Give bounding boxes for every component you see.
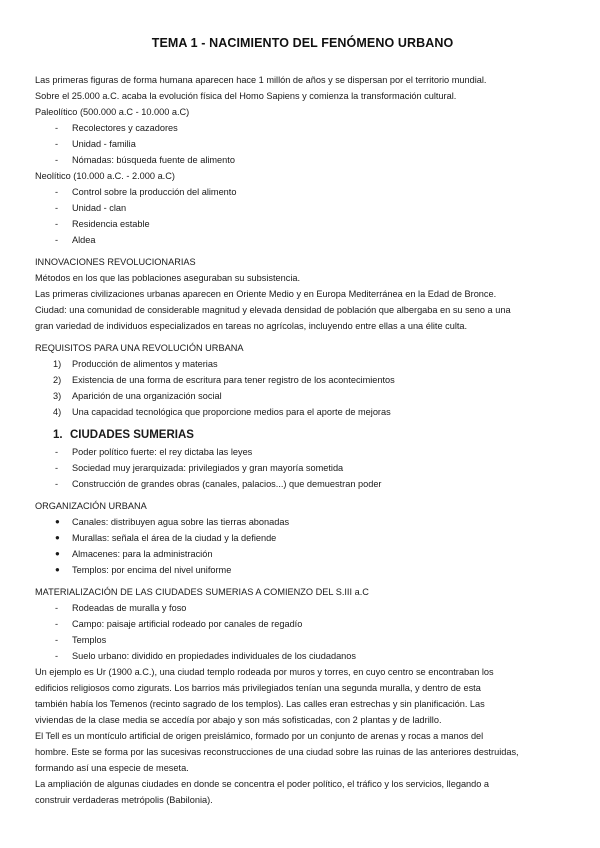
list-item: - Recolectores y cazadores bbox=[55, 123, 178, 133]
list-item: 4) Una capacidad tecnológica que proporcione medios para el aporte de mejoras bbox=[53, 407, 391, 417]
paragraph-line: Las primeras civilizaciones urbanas aparecen en Oriente Medio y en Europa Mediterránea en la Edad de Bronce. bbox=[35, 289, 497, 299]
list-item: ● Canales: distribuyen agua sobre las tierras abonadas bbox=[55, 517, 290, 527]
paleolitico-heading: Paleolítico (500.000 a.C - 10.000 a.C) bbox=[35, 107, 190, 117]
paragraph-line: La ampliación de algunas ciudades en donde se concentra el poder político, el tráfico y los servicios, llegando a bbox=[35, 779, 490, 789]
paragraph-line: Métodos en los que las poblaciones aseguraban su subsistencia. bbox=[35, 273, 301, 283]
list-item: - Campo: paisaje artificial rodeado por canales de regadío bbox=[55, 619, 303, 629]
list-item: - Sociedad muy jerarquizada: privilegiados y gran mayoría sometida bbox=[55, 463, 344, 473]
list-item: 3) Aparición de una organización social bbox=[53, 391, 222, 401]
paragraph-line: edificios religiosos como zigurats. Los barrios más privilegiados tenían una segunda muralla, y dentro de esta bbox=[35, 683, 481, 693]
sumerias-heading: 1. CIUDADES SUMERIAS bbox=[53, 429, 194, 441]
list-item: ● Templos: por encima del nivel uniforme bbox=[55, 565, 232, 575]
neolitico-list bbox=[35, 184, 570, 248]
list-item: - Control sobre la producción del alimento bbox=[55, 187, 237, 197]
paragraph-line: Ciudad: una comunidad de considerable magnitud y elevada densidad de población que albergaba en su seno a una bbox=[35, 305, 511, 315]
paragraph-line: formando así una especie de meseta. bbox=[35, 763, 189, 773]
materializacion-list bbox=[35, 600, 570, 664]
list-item: - Aldea bbox=[55, 235, 96, 245]
paragraph-line: viviendas de la clase media se accedía por abajo y son más sofisticadas, con 2 plantas y de ladrillo. bbox=[35, 715, 442, 725]
paragraph-line: Un ejemplo es Ur (1900 a.C.), una ciudad templo rodeada por muros y torres, en cuyo centro se encontraban los bbox=[35, 667, 494, 677]
sumerias-list bbox=[35, 444, 570, 492]
paragraph-line: también había los Temenos (recinto sagrado de los templos). Las calles eran estrechas y sin planificación. Las bbox=[35, 699, 485, 709]
document-title: TEMA 1 - NACIMIENTO DEL FENÓMENO URBANO bbox=[151, 36, 454, 50]
paragraph-line: hombre. Este se forma por las sucesivas reconstrucciones de una ciudad sobre las ruinas de las anteriores destruidas, bbox=[35, 747, 519, 757]
list-item: - Construcción de grandes obras (canales, palacios...) que demuestran poder bbox=[55, 479, 382, 489]
organizacion-heading: ORGANIZACIÓN URBANA bbox=[35, 501, 147, 511]
intro-line-2: Sobre el 25.000 a.C. acaba la evolución física del Homo Sapiens y comienza la transformación cultural. bbox=[35, 91, 457, 101]
list-item: 2) Existencia de una forma de escritura para tener registro de los acontecimientos bbox=[53, 375, 395, 385]
intro-line-1: Las primeras figuras de forma humana aparecen hace 1 millón de años y se dispersan por el territorio mundial. bbox=[35, 75, 487, 85]
document-page bbox=[35, 36, 570, 808]
materializacion-heading: MATERIALIZACIÓN DE LAS CIUDADES SUMERIAS A COMIENZO DEL S.III a.C bbox=[35, 587, 369, 597]
paragraph-line: El Tell es un montículo artificial de origen preislámico, formado por un conjunto de arenas y rocas a manos del bbox=[35, 731, 484, 741]
neolitico-heading: Neolítico (10.000 a.C. - 2.000 a.C) bbox=[35, 171, 175, 181]
list-item: - Unidad - familia bbox=[55, 139, 136, 149]
list-item: - Nómadas: búsqueda fuente de alimento bbox=[55, 155, 235, 165]
requisitos-list bbox=[35, 356, 570, 420]
list-item: - Residencia estable bbox=[55, 219, 150, 229]
list-item: - Unidad - clan bbox=[55, 203, 127, 213]
list-item: ● Murallas: señala el área de la ciudad y la defiende bbox=[55, 533, 277, 543]
paragraph-line: gran variedad de individuos especializados en tareas no agrícolas, incluyendo entre ellas a una élite culta. bbox=[35, 321, 468, 331]
list-item: 1) Producción de alimentos y materias bbox=[53, 359, 218, 369]
list-item: ● Almacenes: para la administración bbox=[55, 549, 213, 559]
requisitos-heading: REQUISITOS PARA UNA REVOLUCIÓN URBANA bbox=[35, 343, 244, 353]
paragraph-line: construir verdaderas metrópolis (Babilonia). bbox=[35, 795, 213, 805]
list-item: - Rodeadas de muralla y foso bbox=[55, 603, 187, 613]
list-item: - Poder político fuerte: el rey dictaba las leyes bbox=[55, 447, 253, 457]
paleolitico-list bbox=[35, 120, 570, 168]
organizacion-list bbox=[35, 514, 570, 578]
list-item: - Templos bbox=[55, 635, 107, 645]
innovaciones-heading: INNOVACIONES REVOLUCIONARIAS bbox=[35, 257, 196, 267]
list-item: - Suelo urbano: dividido en propiedades individuales de los ciudadanos bbox=[55, 651, 356, 661]
